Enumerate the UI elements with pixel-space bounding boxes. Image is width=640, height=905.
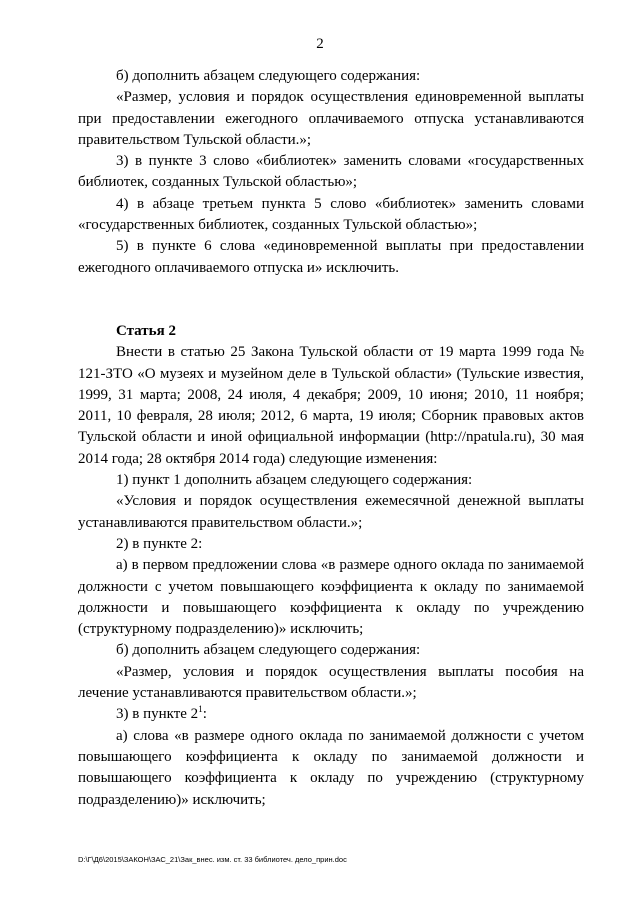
paragraph: 2) в пункте 2: xyxy=(116,535,203,552)
superscript: 1 xyxy=(198,704,203,715)
page-number: 2 xyxy=(316,36,324,52)
paragraph: «Условия и порядок осуществления ежемесячной денежной выплаты устанавливаются правительством области.»; xyxy=(78,493,584,531)
paragraph: 3) в пункте 3 слово «библиотек» заменить словами «государственных библиотек, созданных Тульской областью»; xyxy=(78,153,584,191)
paragraph-item-3 xyxy=(78,704,584,725)
paragraph: Внести в статью 25 Закона Тульской области от 19 марта 1999 года № 121-ЗТО «О музеях и музейном деле в Тульской области» (Тульские известия, 1999, 31 марта; 2008, 24 июля, 4 декабря; 2009, 10 июня; 2010, 11 ноября; 2011, 10 февраля, 28 июля; 2012, 6 марта, 19 июля; Сборник правовых актов Тульской области и иной официальной информации (http://npatula.ru), 30 мая 2014 года; 28 октября 2014 года) следующие изменения: xyxy=(78,344,584,467)
paragraph: а) в первом предложении слова «в размере одного оклада по занимаемой должности с учетом повышающего коэффициента к окладу по занимаемой должности и повышающего коэффициента к окладу по учреждению (структурному подразделению)» исключить; xyxy=(78,557,584,638)
paragraph: 1) пункт 1 дополнить абзацем следующего содержания: xyxy=(116,472,473,489)
footer-file-path: D:\Г\Д6\2015\ЗАКОН\ЗАС_21\Зак_внес. изм. ст. 33 библиотеч. дело_прин.doc xyxy=(78,855,347,864)
document-body xyxy=(78,66,584,811)
paragraph: а) слова «в размере одного оклада по занимаемой должности с учетом повышающего коэффициента к окладу по занимаемой должности и повышающего коэффициента к окладу по учреждению (структурному подразделению)» исключить; xyxy=(78,727,584,808)
paragraph: б) дополнить абзацем следующего содержания: xyxy=(116,642,421,659)
item-text: 3) в пункте 2 xyxy=(116,706,199,723)
paragraph: «Размер, условия и порядок осуществления выплаты пособия на лечение устанавливаются правительством области.»; xyxy=(78,663,584,702)
item-suffix: : xyxy=(202,706,207,723)
paragraph: 5) в пункте 6 слова «единовременной выплаты при предоставлении ежегодного оплачиваемого отпуска и» исключить. xyxy=(78,238,584,276)
blank-line xyxy=(78,279,584,300)
paragraph: 4) в абзаце третьем пункта 5 слово «библиотек» заменить словами «государственных библиотек, созданных Тульской областью»; xyxy=(78,195,584,234)
article-heading: Статья 2 xyxy=(116,322,176,339)
paragraph: б) дополнить абзацем следующего содержания: xyxy=(116,68,421,84)
paragraph: «Размер, условия и порядок осуществления единовременной выплаты при предоставлении ежегодного оплачиваемого отпуска устанавливаются правительством Тульской области.»; xyxy=(78,89,584,148)
